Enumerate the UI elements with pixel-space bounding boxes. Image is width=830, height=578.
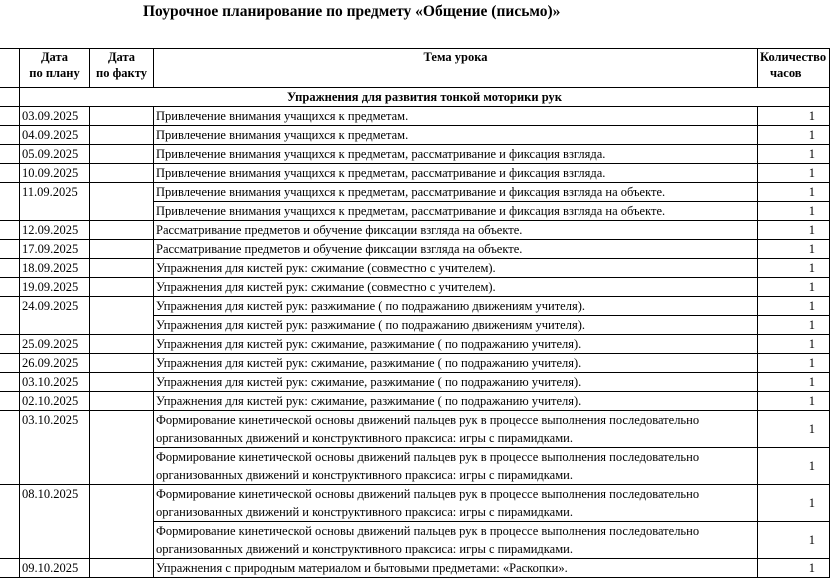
hours-cell: 1: [758, 107, 830, 126]
date-fact-cell: [90, 485, 154, 559]
date-plan-cell: 09.10.2025: [20, 559, 90, 578]
date-fact-cell: [90, 259, 154, 278]
table-header-row: [0, 49, 830, 88]
table-row: [0, 411, 830, 448]
table-row: [0, 392, 830, 411]
date-fact-cell: [90, 392, 154, 411]
hours-cell: 1: [758, 297, 830, 316]
date-plan-cell: 03.09.2025: [20, 107, 90, 126]
date-plan-cell: 25.09.2025: [20, 335, 90, 354]
table-row: [0, 126, 830, 145]
hours-cell: 1: [758, 240, 830, 259]
row-num-cell: [0, 240, 20, 259]
row-num-cell: [0, 373, 20, 392]
hours-cell: 1: [758, 202, 830, 221]
date-plan-cell: 26.09.2025: [20, 354, 90, 373]
table-row: [0, 164, 830, 183]
topic-cell: Упражнения для кистей рук: сжимание, разжимание ( по подражанию учителя).: [154, 335, 758, 354]
date-fact-cell: [90, 183, 154, 221]
row-num-cell: [0, 164, 20, 183]
hours-cell: 1: [758, 392, 830, 411]
hours-cell: 1: [758, 126, 830, 145]
date-fact-cell: [90, 354, 154, 373]
hours-cell: 1: [758, 221, 830, 240]
row-num-cell: [0, 145, 20, 164]
row-num-cell: [0, 259, 20, 278]
topic-cell: Рассматривание предметов и обучение фиксации взгляда на объекте.: [154, 221, 758, 240]
row-num-cell: [0, 411, 20, 485]
lesson-plan-table: [0, 48, 830, 578]
table-row: [0, 183, 830, 202]
row-num-cell: [0, 297, 20, 335]
hours-cell: 1: [758, 522, 830, 559]
topic-cell: Упражнения для кистей рук: сжимание (совместно с учителем).: [154, 259, 758, 278]
topic-cell: Формирование кинетической основы движений пальцев рук в процессе выполнения последовательно организованных движений и конструктивного праксиса: игры с пирамидками.: [154, 411, 758, 448]
topic-cell: Упражнения для кистей рук: сжимание, разжимание ( по подражанию учителя).: [154, 354, 758, 373]
topic-cell: Упражнения с природным материалом и бытовыми предметами: «Раскопки».: [154, 559, 758, 578]
section-num-cell: [0, 88, 20, 107]
hours-cell: 1: [758, 448, 830, 485]
header-date-fact: Дата по факту: [90, 49, 154, 88]
date-plan-cell: 08.10.2025: [20, 485, 90, 559]
table-row: [0, 335, 830, 354]
date-fact-cell: [90, 278, 154, 297]
date-fact-cell: [90, 335, 154, 354]
hours-cell: 1: [758, 164, 830, 183]
table-row: [0, 354, 830, 373]
date-fact-cell: [90, 164, 154, 183]
date-fact-cell: [90, 411, 154, 485]
topic-cell: Привлечение внимания учащихся к предметам.: [154, 126, 758, 145]
date-fact-cell: [90, 373, 154, 392]
table-row: [0, 297, 830, 316]
table-row: [0, 485, 830, 522]
date-plan-cell: 02.10.2025: [20, 392, 90, 411]
topic-cell: Привлечение внимания учащихся к предметам, рассматривание и фиксация взгляда.: [154, 164, 758, 183]
row-num-cell: [0, 485, 20, 559]
section-title: Упражнения для развития тонкой моторики рук: [20, 88, 830, 107]
date-plan-cell: 19.09.2025: [20, 278, 90, 297]
topic-cell: Привлечение внимания учащихся к предметам.: [154, 107, 758, 126]
date-plan-cell: 10.09.2025: [20, 164, 90, 183]
header-hours: Количество часов: [758, 49, 830, 88]
date-plan-cell: 24.09.2025: [20, 297, 90, 335]
hours-cell: 1: [758, 411, 830, 448]
table-row: [0, 559, 830, 578]
date-plan-cell: 11.09.2025: [20, 183, 90, 221]
row-num-cell: [0, 107, 20, 126]
hours-cell: 1: [758, 354, 830, 373]
topic-cell: Формирование кинетической основы движений пальцев рук в процессе выполнения последовательно организованных движений и конструктивного праксиса: игры с пирамидками.: [154, 522, 758, 559]
row-num-cell: [0, 183, 20, 221]
row-num-cell: [0, 126, 20, 145]
date-fact-cell: [90, 559, 154, 578]
hours-cell: 1: [758, 278, 830, 297]
table-row: [0, 240, 830, 259]
hours-cell: 1: [758, 559, 830, 578]
section-row: [0, 88, 830, 107]
row-num-cell: [0, 392, 20, 411]
topic-cell: Упражнения для кистей рук: сжимание, разжимание ( по подражанию учителя).: [154, 373, 758, 392]
date-plan-cell: 03.10.2025: [20, 373, 90, 392]
row-num-cell: [0, 335, 20, 354]
topic-cell: Привлечение внимания учащихся к предметам, рассматривание и фиксация взгляда на объекте.: [154, 183, 758, 202]
date-plan-cell: 04.09.2025: [20, 126, 90, 145]
topic-cell: Упражнения для кистей рук: разжимание ( по подражанию движениям учителя).: [154, 316, 758, 335]
date-plan-cell: 03.10.2025: [20, 411, 90, 485]
date-plan-cell: 05.09.2025: [20, 145, 90, 164]
date-fact-cell: [90, 297, 154, 335]
page-title: Поурочное планирование по предмету «Общение (письмо)»: [143, 3, 561, 20]
hours-cell: 1: [758, 335, 830, 354]
table-row: [0, 145, 830, 164]
topic-cell: Упражнения для кистей рук: разжимание ( по подражанию движениям учителя).: [154, 297, 758, 316]
hours-cell: 1: [758, 145, 830, 164]
hours-cell: 1: [758, 259, 830, 278]
date-fact-cell: [90, 126, 154, 145]
table-row: [0, 107, 830, 126]
table-row: [0, 221, 830, 240]
header-topic: Тема урока: [154, 49, 758, 88]
topic-cell: Упражнения для кистей рук: сжимание, разжимание ( по подражанию учителя).: [154, 392, 758, 411]
hours-cell: 1: [758, 485, 830, 522]
date-fact-cell: [90, 107, 154, 126]
header-num: [0, 49, 20, 88]
hours-cell: 1: [758, 183, 830, 202]
row-num-cell: [0, 559, 20, 578]
date-fact-cell: [90, 221, 154, 240]
topic-cell: Привлечение внимания учащихся к предметам, рассматривание и фиксация взгляда на объекте.: [154, 202, 758, 221]
topic-cell: Рассматривание предметов и обучение фиксации взгляда на объекте.: [154, 240, 758, 259]
date-plan-cell: 17.09.2025: [20, 240, 90, 259]
date-fact-cell: [90, 145, 154, 164]
topic-cell: Формирование кинетической основы движений пальцев рук в процессе выполнения последовательно организованных движений и конструктивного праксиса: игры с пирамидками.: [154, 485, 758, 522]
row-num-cell: [0, 354, 20, 373]
hours-cell: 1: [758, 373, 830, 392]
topic-cell: Упражнения для кистей рук: сжимание (совместно с учителем).: [154, 278, 758, 297]
row-num-cell: [0, 278, 20, 297]
date-fact-cell: [90, 240, 154, 259]
table-row: [0, 259, 830, 278]
table-row: [0, 278, 830, 297]
header-date-plan: Дата по плану: [20, 49, 90, 88]
row-num-cell: [0, 221, 20, 240]
hours-cell: 1: [758, 316, 830, 335]
date-plan-cell: 12.09.2025: [20, 221, 90, 240]
topic-cell: Привлечение внимания учащихся к предметам, рассматривание и фиксация взгляда.: [154, 145, 758, 164]
table-row: [0, 373, 830, 392]
topic-cell: Формирование кинетической основы движений пальцев рук в процессе выполнения последовательно организованных движений и конструктивного праксиса: игры с пирамидками.: [154, 448, 758, 485]
date-plan-cell: 18.09.2025: [20, 259, 90, 278]
